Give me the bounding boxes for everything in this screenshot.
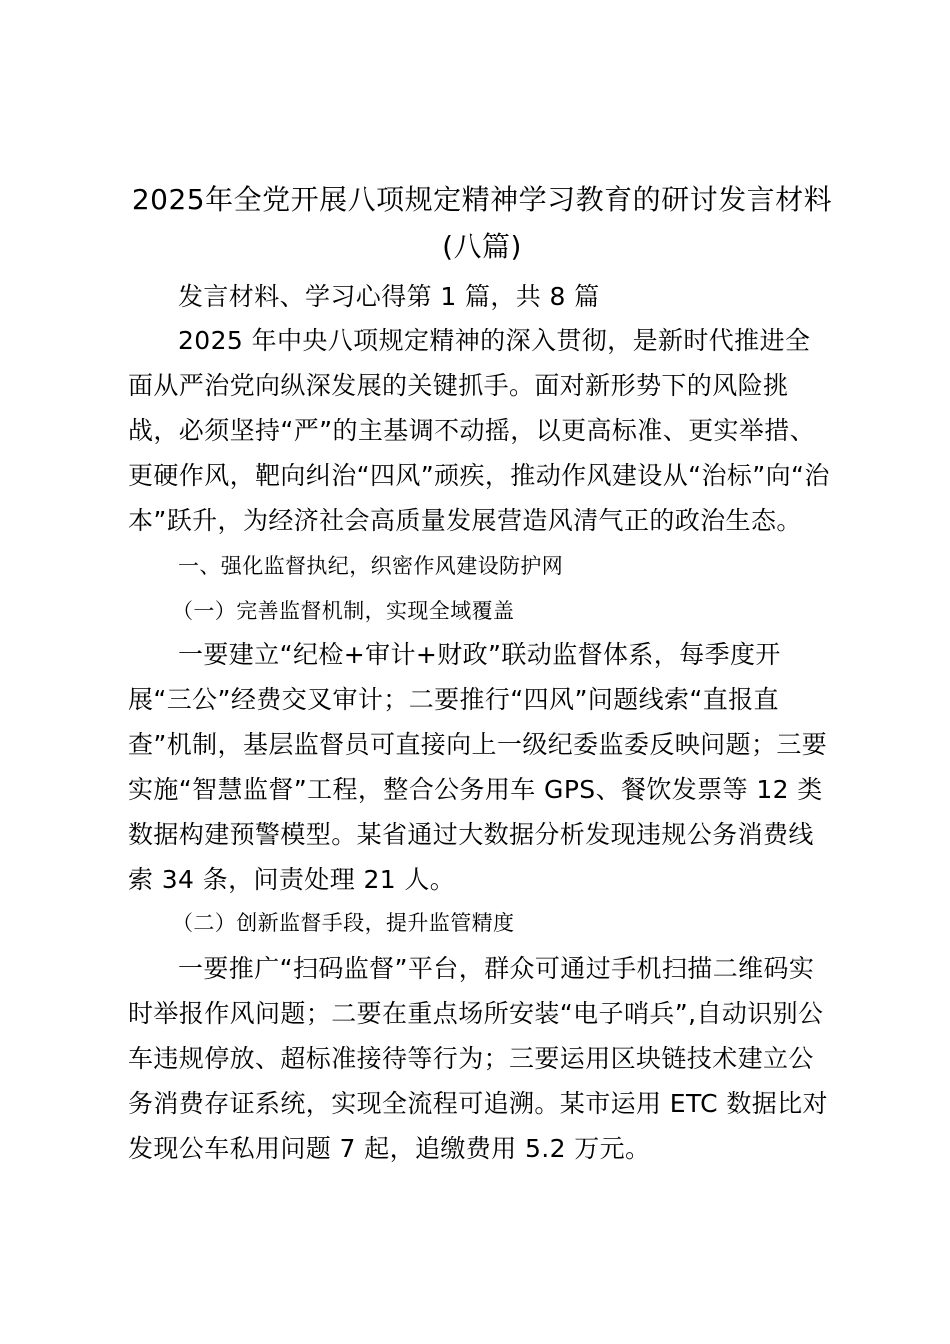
subsection-2-line-3: 车违规停放、超标准接待等行为；三要运用区块链技术建立公 <box>128 1044 814 1073</box>
subsection-1-line-6: 索 34 条，问责处理 21 人。 <box>128 865 456 894</box>
subsection-2-line-2: 时举报作风问题；二要在重点场所安装“电子哨兵”,自动识别公 <box>128 999 824 1028</box>
section-1-heading: 一、强化监督执纪，织密作风建设防护网 <box>178 554 564 578</box>
subsection-2-heading: （二）创新监督手段，提升监管精度 <box>172 911 515 935</box>
intro-line-4: 更硬作风，靶向纠治“四风”顽疾，推动作风建设从“治标”向“治 <box>128 461 830 490</box>
subsection-1-line-3: 查”机制，基层监督员可直接向上一级纪委监委反映问题；三要 <box>128 730 828 759</box>
subsection-2-line-5: 发现公车私用问题 7 起，追缴费用 5.2 万元。 <box>128 1134 651 1163</box>
subsection-1-line-2: 展“三公”经费交叉审计；二要推行“四风”问题线索“直报直 <box>128 685 779 714</box>
document-title: 2025年全党开展八项规定精神学习教育的研讨发言材料(八篇) <box>131 183 833 263</box>
intro-line-3: 战，必须坚持“严”的主基调不动摇，以更高标准、更实举措、 <box>128 416 816 445</box>
subsection-1-line-5: 数据构建预警模型。某省通过大数据分析发现违规公务消费线 <box>128 820 814 849</box>
subsection-1-line-4: 实施“智慧监督”工程，整合公务用车 GPS、餐饮发票等 12 类 <box>128 775 823 804</box>
intro-line-5: 本”跃升，为经济社会高质量发展营造风清气正的政治生态。 <box>128 506 802 535</box>
subsection-2-line-1: 一要推广“扫码监督”平台，群众可通过手机扫描二维码实 <box>178 954 815 983</box>
document-subtitle: 发言材料、学习心得第 1 篇，共 8 篇 <box>178 282 600 311</box>
intro-line-2: 面从严治党向纵深发展的关键抓手。面对新形势下的风险挑 <box>128 371 789 400</box>
subsection-1-line-1: 一要建立“纪检+审计+财政”联动监督体系，每季度开 <box>178 640 781 669</box>
subsection-2-line-4: 务消费存证系统，实现全流程可追溯。某市运用 ETC 数据比对 <box>128 1089 828 1118</box>
subsection-1-heading: （一）完善监督机制，实现全域覆盖 <box>172 599 515 623</box>
intro-line-1: 2025 年中央八项规定精神的深入贯彻，是新时代推进全 <box>178 326 811 355</box>
